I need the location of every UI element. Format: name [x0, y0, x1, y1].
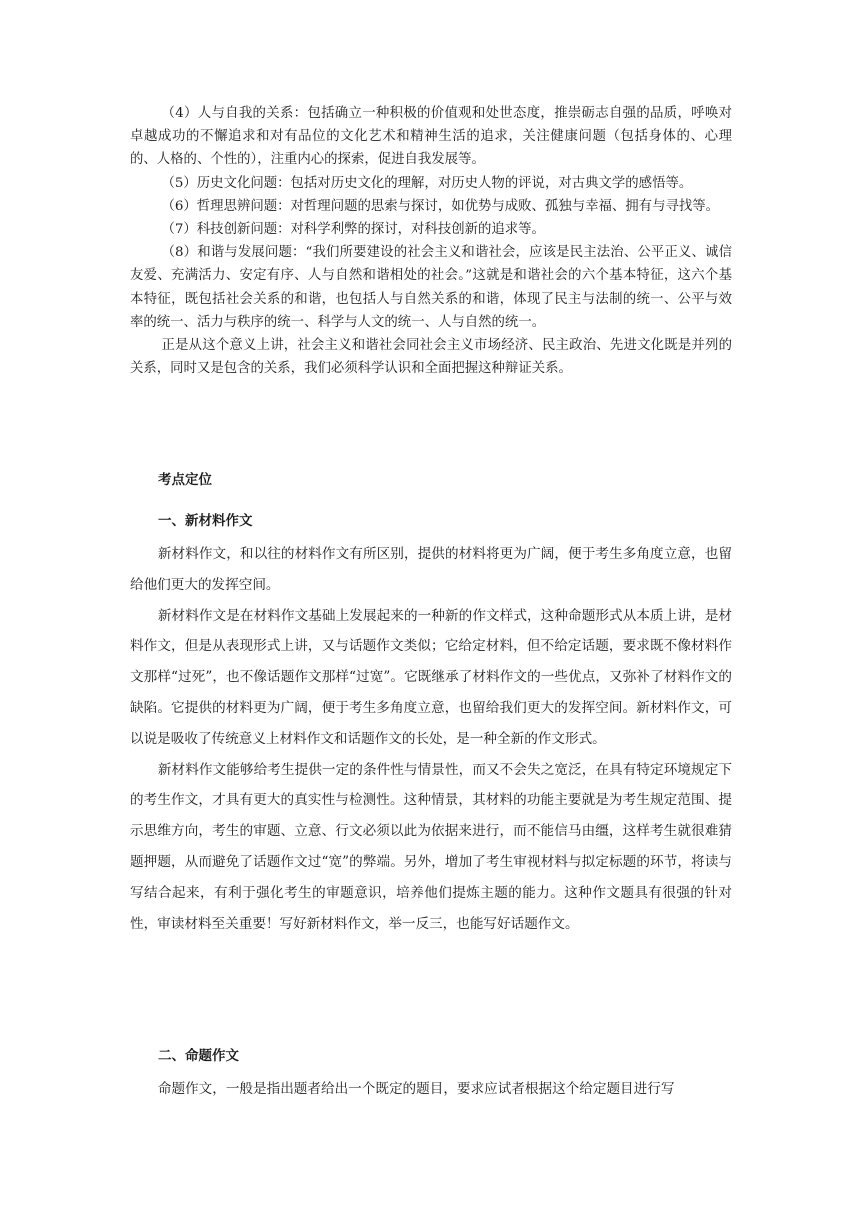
- paragraph-conclusion: 正是从这个意义上讲，社会主义和谐社会同社会主义市场经济、民主政治、先进文化既是并列的关系，同时又是包含的关系，我们必须科学认识和全面把握这种辩证关系。: [130, 338, 732, 377]
- heading-proposition-essay: 二、命题作文: [158, 1048, 239, 1064]
- paragraph-harmony-development: （8）和谐与发展问题：“我们所要建设的社会主义和谐社会，应该是民主法治、公平正义、诚信友爱、充满活力、安定有序、人与自然和谐相处的社会。”这就是和谐社会的六个基本特征，这六个基本特征，既包括社会关系的和谐，也包括人与自然关系的和谐，体现了民主与法制的统一、公平与效率的统一、活力与秩序的统一、科学与人文的统一、人与自然的统一。: [130, 245, 732, 330]
- paragraph-material-intro: 新材料作文，和以往的材料作文有所区别，提供的材料将更为广阔，便于考生多角度立意，也留给他们更大的发挥空间。: [130, 546, 732, 593]
- paragraph-philosophy: （6）哲理思辨问题：对哲理问题的思索与探讨，如优势与成败、孤独与幸福、拥有与寻找等。: [161, 198, 720, 214]
- heading-new-material-essay: 一、新材料作文: [158, 513, 253, 529]
- paragraph-proposition-intro: 命题作文，一般是指出题者给出一个既定的题目，要求应试者根据这个给定题目进行写: [157, 1081, 675, 1097]
- paragraph-material-definition: 新材料作文是在材料作文基础上发展起来的一种新的作文样式，这种命题形式从本质上讲，是材料作文，但是从表现形式上讲，又与话题作文类似；它给定材料，但不给定话题，要求既不像材料作文那样“过死”，也不像话题作文那样“过宽”。它既继承了材料作文的一些优点，又弥补了材料作文的缺陷。它提供的材料更为广阔，便于考生多角度立意，也留给我们更大的发挥空间。新材料作文，可以说是吸收了传统意义上材料作文和话题作文的长处，是一种全新的作文形式。: [130, 607, 732, 747]
- proposition-essay-section: [130, 1074, 732, 1105]
- paragraph-history-culture: （5）历史文化问题：包括对历史文化的理解，对历史人物的评说，对古典文学的感悟等。: [161, 175, 693, 191]
- heading-exam-focus: 考点定位: [158, 472, 212, 488]
- paragraph-material-features: 新材料作文能够给考生提供一定的条件性与情景性，而又不会失之宽泛，在具有特定环境规定下的考生作文，才具有更大的真实性与检测性。这种情景，其材料的功能主要就是为考生规定范围、提示思维方向，考生的审题、立意、行文必须以此为依据来进行，而不能信马由缰，这样考生就很难猜题押题，从而避免了话题作文过“宽”的弊端。另外，增加了考生审视材料与拟定标题的环节，将读与写结合起来，有利于强化考生的审题意识，培养他们提炼主题的能力。这种作文题具有很强的针对性，审读材料至关重要！写好新材料作文，举一反三，也能写好话题作文。: [130, 761, 732, 932]
- topic-category-section: [130, 102, 732, 380]
- paragraph-technology: （7）科技创新问题：对科学利弊的探讨，对科技创新的追求等。: [161, 222, 545, 238]
- paragraph-self-relation: （4）人与自我的关系：包括确立一种积极的价值观和处世态度，推崇砺志自强的品质，呼唤对卓越成功的不懈追求和对有品位的文化艺术和精神生活的追求，关注健康问题（包括身体的、心理的、人格的、个性的），注重内心的探索，促进自我发展等。: [130, 106, 732, 168]
- new-material-essay-section: [130, 539, 732, 939]
